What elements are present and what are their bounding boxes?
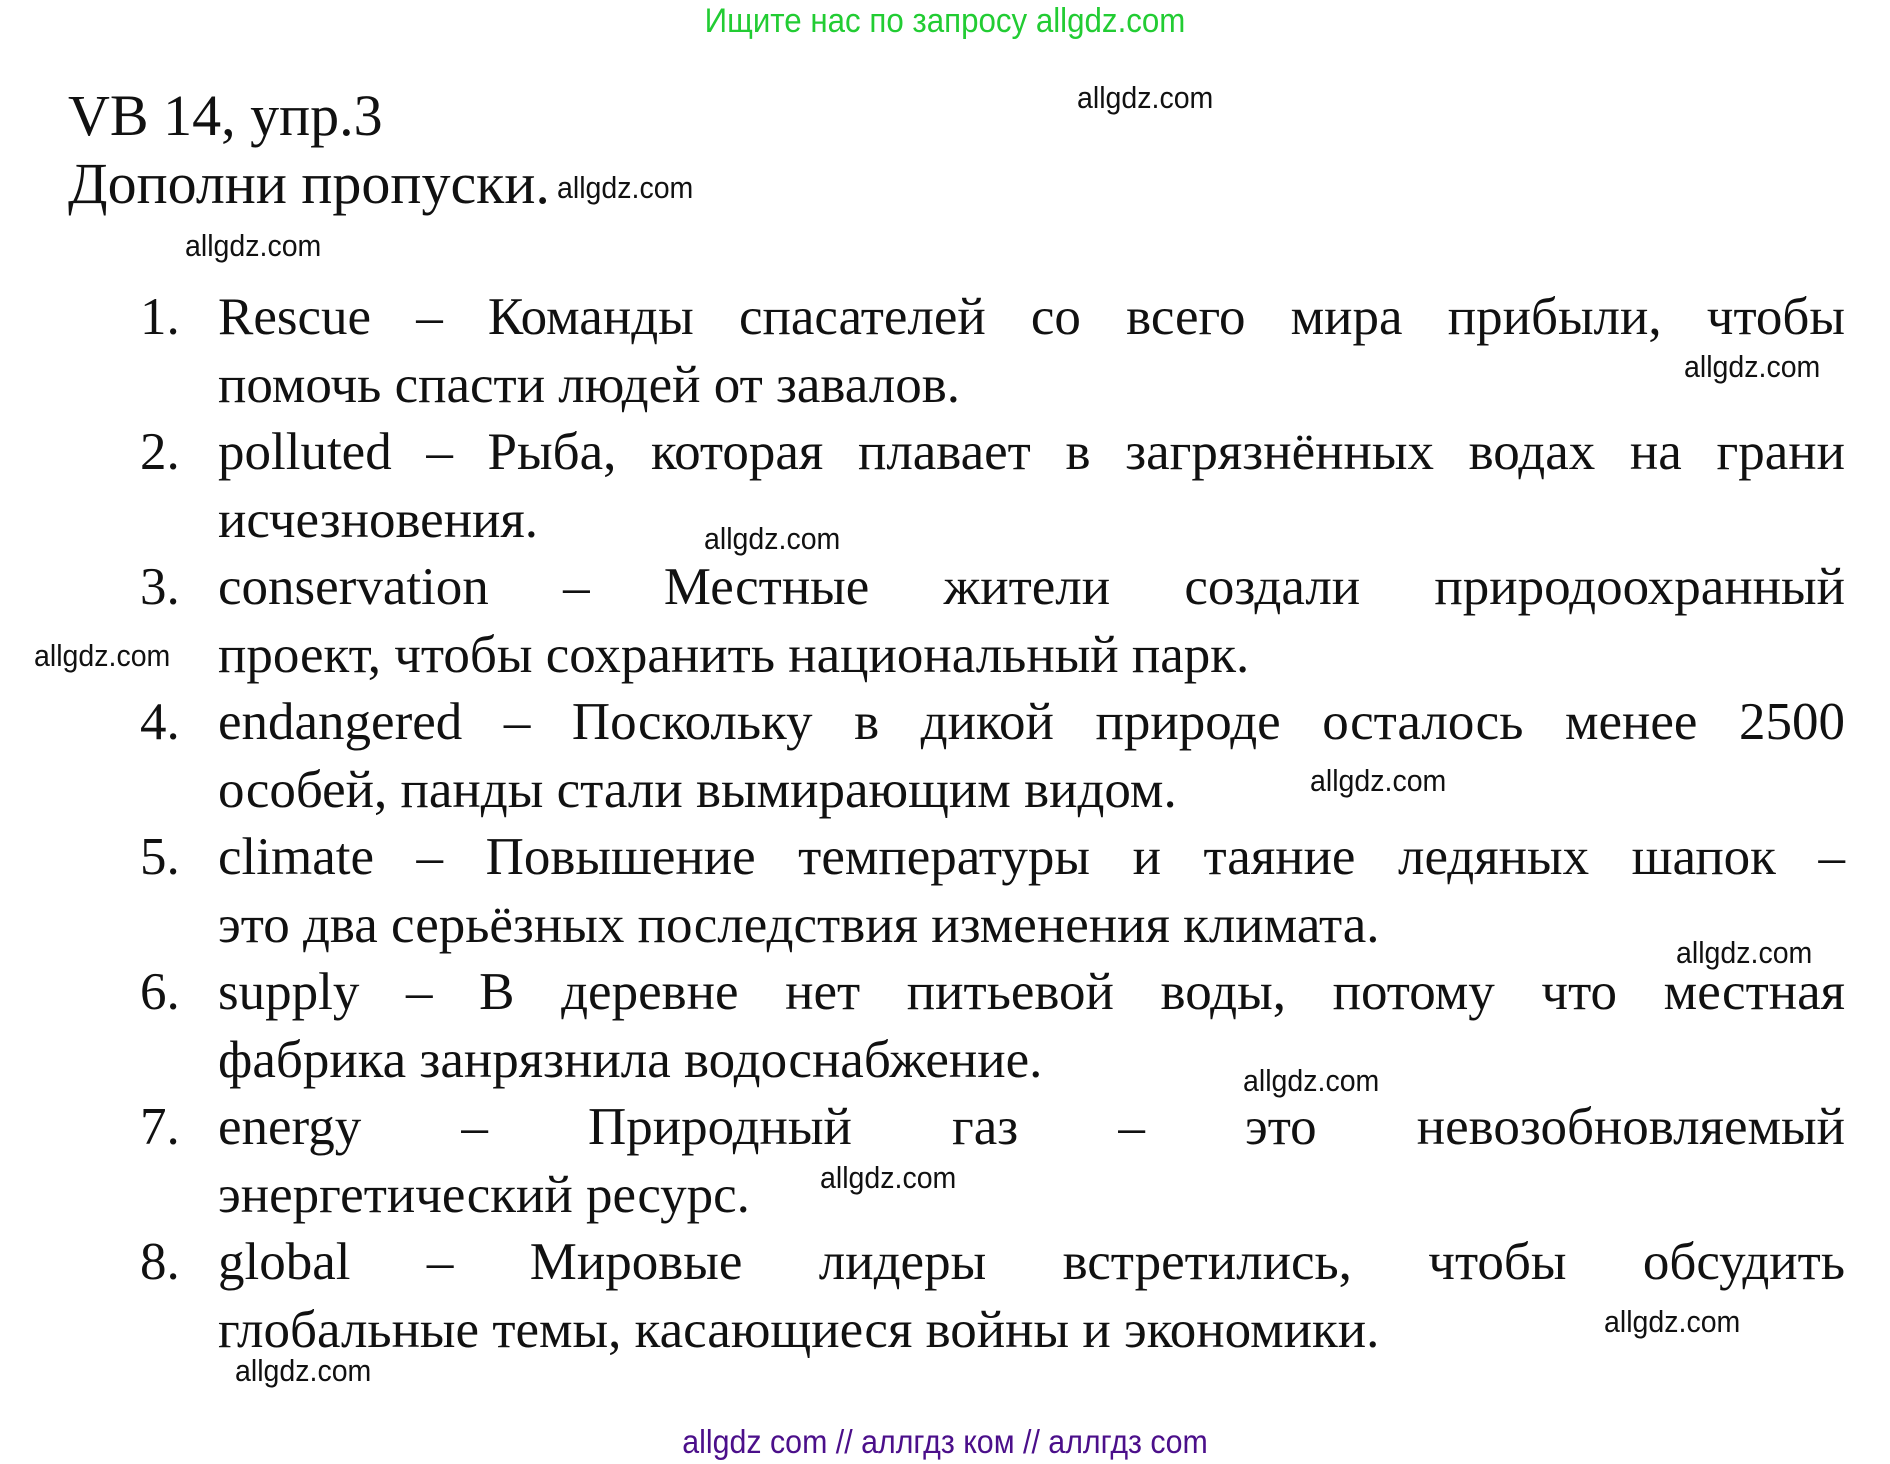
item-text: это два серьёзных последствия изменения климата. xyxy=(218,895,1380,954)
watermark: allgdz.com xyxy=(1310,763,1447,798)
item-number: 5. xyxy=(140,828,180,886)
watermark: allgdz.com xyxy=(704,521,841,556)
list-item xyxy=(140,1094,1845,1229)
search-hint-banner: Ищите нас по запросу allgdz.com xyxy=(704,2,1186,40)
item-text: помочь спасти людей от завалов. xyxy=(218,355,960,414)
list-item xyxy=(140,554,1845,689)
item-number: 7. xyxy=(140,1098,180,1156)
watermark: allgdz.com xyxy=(34,638,171,673)
item-number: 8. xyxy=(140,1233,180,1291)
item-text: energy – Природный газ – это невозобновляемый xyxy=(218,1098,1845,1156)
item-text: conservation – Местные жители создали природоохранный xyxy=(218,558,1845,616)
item-text: global – Мировые лидеры встретились, чтобы обсудить xyxy=(218,1233,1845,1291)
exercise-instruction: Дополни пропуски. xyxy=(68,151,550,216)
list-item xyxy=(140,824,1845,959)
list-item xyxy=(140,284,1845,419)
watermark: allgdz.com xyxy=(235,1353,372,1388)
item-text: polluted – Рыба, которая плавает в загрязнённых водах на грани xyxy=(218,423,1845,481)
list-item xyxy=(140,959,1845,1094)
item-text: проект, чтобы сохранить национальный парк. xyxy=(218,625,1250,684)
watermark: allgdz.com xyxy=(1243,1063,1380,1098)
item-text: supply – В деревне нет питьевой воды, потому что местная xyxy=(218,963,1845,1021)
watermark: allgdz.com xyxy=(185,228,322,263)
list-item xyxy=(140,689,1845,824)
watermark: allgdz.com xyxy=(1676,935,1813,970)
list-item xyxy=(140,1229,1845,1364)
item-text: фабрика занрязнила водоснабжение. xyxy=(218,1030,1043,1089)
watermark: allgdz.com xyxy=(820,1160,957,1195)
item-text: endangered – Поскольку в дикой природе осталось менее 2500 xyxy=(218,693,1845,751)
answer-list xyxy=(140,284,1845,1364)
item-text: глобальные темы, касающиеся войны и экономики. xyxy=(218,1300,1380,1359)
item-number: 3. xyxy=(140,558,180,616)
item-text: особей, панды стали вымирающим видом. xyxy=(218,760,1177,819)
item-text: исчезновения. xyxy=(218,490,539,549)
item-text: энергетический ресурс. xyxy=(218,1165,750,1224)
item-number: 4. xyxy=(140,693,180,751)
item-text: climate – Повышение температуры и таяние ледяных шапок – xyxy=(218,828,1845,886)
item-text: Rescue – Команды спасателей со всего мира прибыли, чтобы xyxy=(218,288,1845,346)
item-number: 2. xyxy=(140,423,180,481)
list-item xyxy=(140,419,1845,554)
watermark: allgdz.com xyxy=(1684,349,1821,384)
watermark: allgdz.com xyxy=(557,170,694,205)
footer-banner: allgdz com // аллгдз ком // аллгдз com xyxy=(682,1423,1208,1460)
watermark: allgdz.com xyxy=(1604,1304,1741,1339)
item-number: 1. xyxy=(140,288,180,346)
item-number: 6. xyxy=(140,963,180,1021)
watermark: allgdz.com xyxy=(1077,80,1214,115)
exercise-title: VB 14, упр.3 xyxy=(68,83,383,148)
